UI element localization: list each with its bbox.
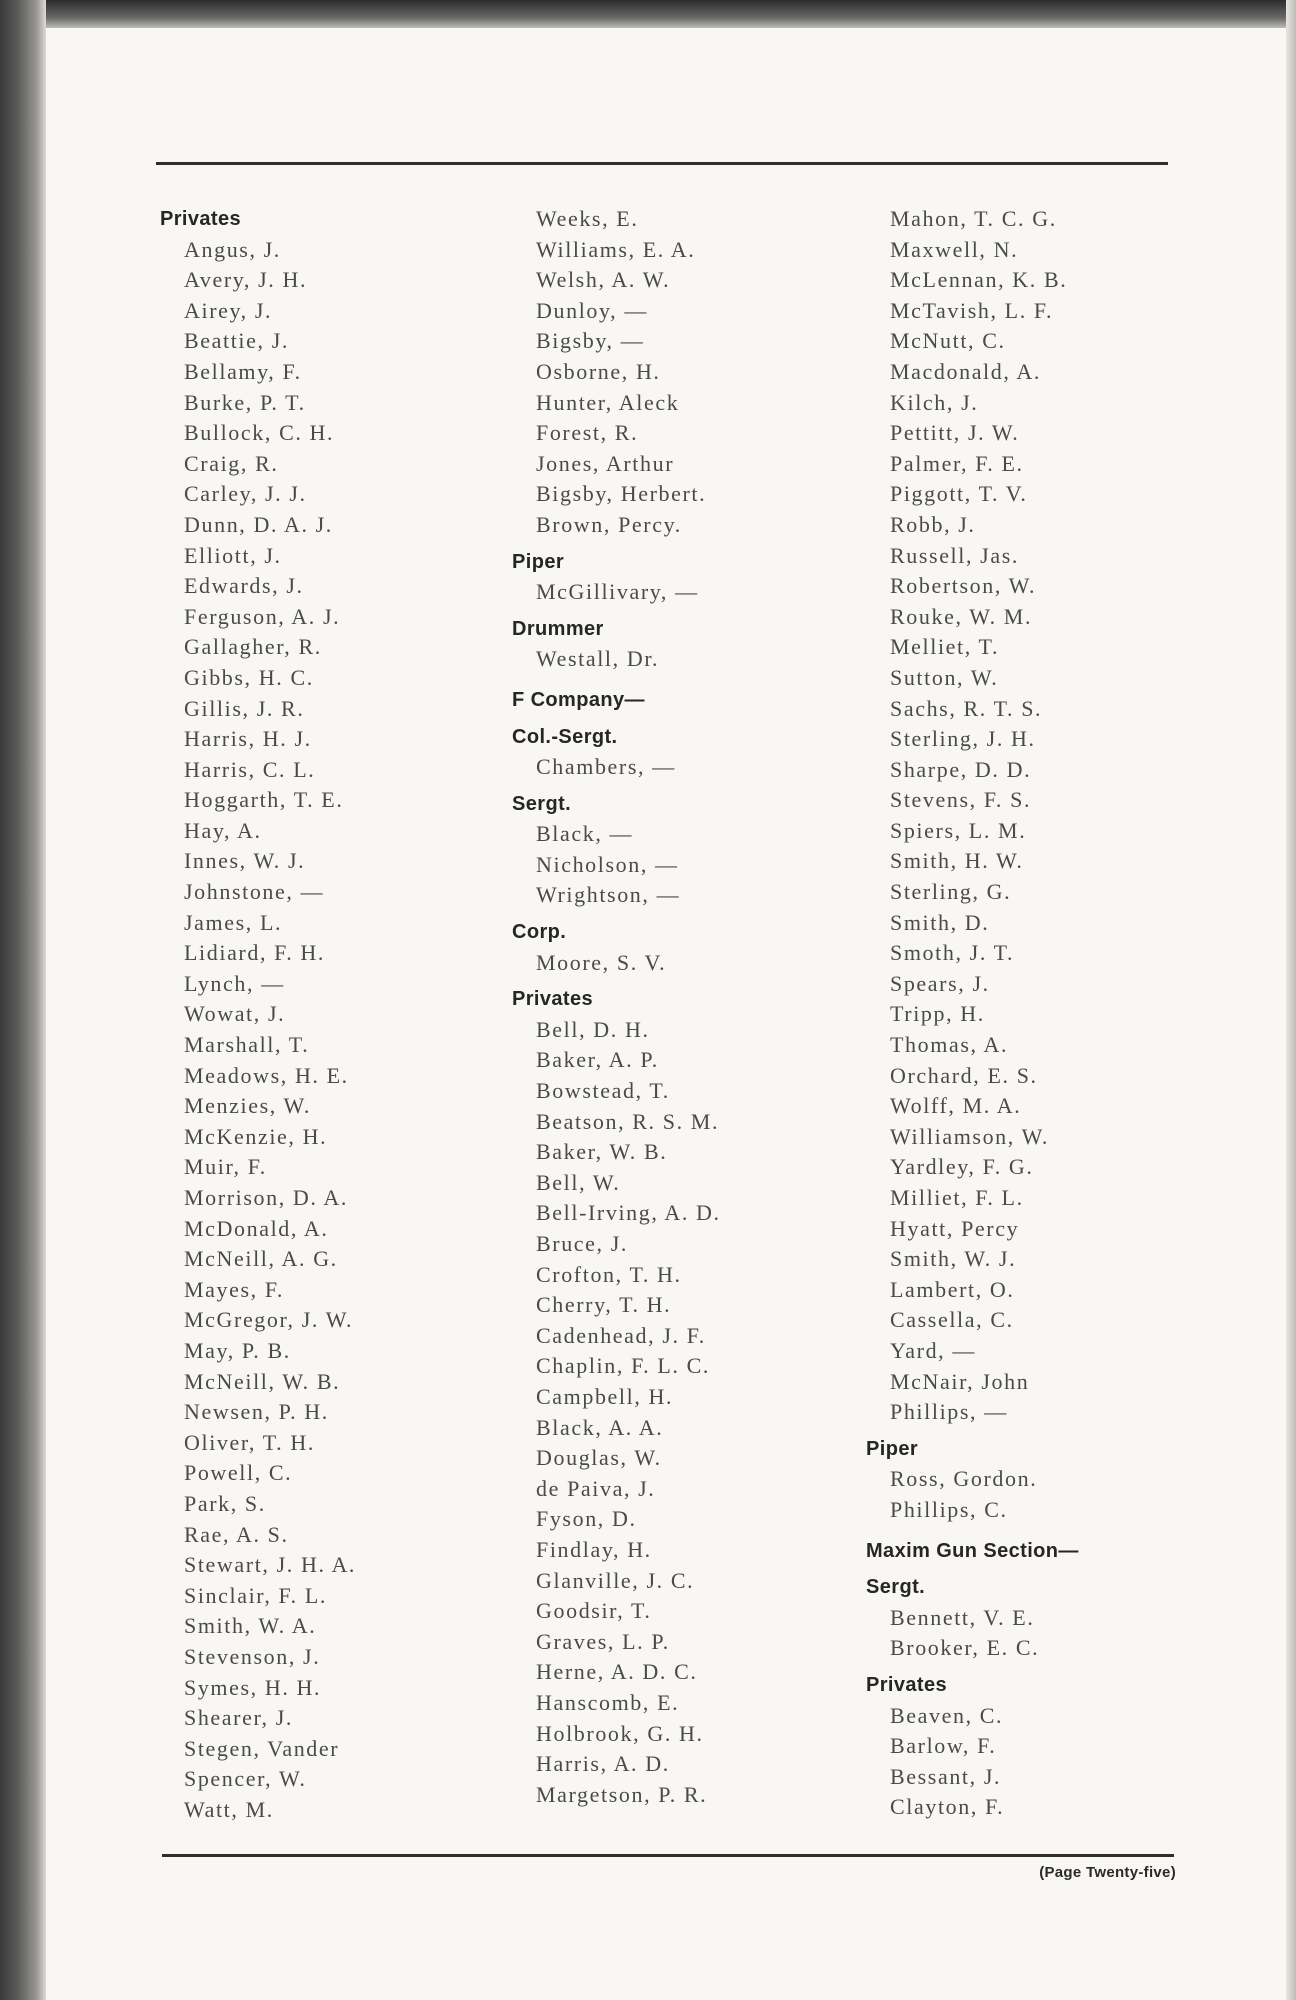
roster-column-2 [512, 204, 852, 1810]
roster-name: Stevenson, J. [184, 1643, 321, 1669]
roster-name: de Paiva, J. [536, 1475, 656, 1501]
roster-name: Jones, Arthur [536, 450, 675, 476]
scan-edge-right [1286, 0, 1296, 2000]
roster-name: Margetson, P. R. [536, 1781, 708, 1807]
roster-name: McGregor, J. W. [184, 1307, 354, 1333]
roster-name: Macdonald, A. [890, 358, 1041, 384]
roster-name: Hanscomb, E. [536, 1689, 680, 1715]
roster-name: Mahon, T. C. G. [890, 206, 1057, 231]
roster-name: Yardley, F. G. [890, 1154, 1034, 1180]
roster-name: McNeill, A. G. [184, 1246, 338, 1272]
roster-name: Dunn, D. A. J. [184, 511, 333, 537]
roster-name: Spears, J. [890, 970, 990, 996]
roster-name: Forest, R. [536, 420, 639, 446]
roster-name: Smoth, J. T. [890, 940, 1015, 966]
roster-name: Menzies, W. [184, 1093, 311, 1119]
roster-name: Holbrook, G. H. [536, 1720, 704, 1746]
roster-name: Powell, C. [184, 1460, 293, 1486]
rank-heading: Sergt. [512, 792, 572, 815]
roster-name: McTavish, L. F. [890, 297, 1054, 323]
rank-heading: Piper [866, 1437, 919, 1460]
roster-name: Hoggarth, T. E. [184, 787, 344, 813]
roster-name: Cadenhead, J. F. [536, 1322, 706, 1348]
roster-column-3 [866, 204, 1206, 1823]
roster-name: Chambers, — [536, 754, 676, 780]
roster-name: Spiers, L. M. [890, 817, 1027, 843]
roster-name: Bellamy, F. [184, 358, 302, 384]
roster-name: Westall, Dr. [536, 646, 660, 672]
roster-name: Morrison, D. A. [184, 1185, 348, 1210]
roster-name: Bigsby, Herbert. [536, 481, 707, 507]
roster-name: Edwards, J. [184, 573, 304, 599]
roster-name: Nicholson, — [536, 851, 679, 877]
roster-name: Rouke, W. M. [890, 603, 1033, 629]
roster-name: McDonald, A. [184, 1215, 329, 1241]
roster-name: McNair, John [890, 1368, 1030, 1394]
roster-name: Clayton, F. [890, 1794, 1005, 1820]
roster-name: Sinclair, F. L. [184, 1582, 327, 1608]
roster-name: Rae, A. S. [184, 1521, 289, 1547]
roster-name: Shearer, J. [184, 1705, 293, 1731]
roster-name: Palmer, F. E. [890, 450, 1024, 476]
roster-name: Harris, C. L. [184, 756, 316, 782]
roster-name: Symes, H. H. [184, 1674, 322, 1700]
roster-name: Park, S. [184, 1490, 266, 1516]
rank-heading: Col.-Sergt. [512, 725, 618, 748]
roster-name: Gillis, J. R. [184, 695, 305, 721]
roster-name: Stewart, J. H. A. [184, 1552, 357, 1578]
roster-name: Smith, W. A. [184, 1613, 317, 1639]
roster-name: Wolff, M. A. [890, 1093, 1022, 1119]
roster-name: Orchard, E. S. [890, 1062, 1038, 1088]
roster-name: Baker, A. P. [536, 1047, 659, 1073]
roster-name: McLennan, K. B. [890, 267, 1068, 293]
roster-name: Lynch, — [184, 970, 285, 996]
roster-name: Smith, D. [890, 909, 990, 935]
roster-name: Sharpe, D. D. [890, 756, 1032, 782]
roster-name: Wrightson, — [536, 882, 681, 908]
roster-name: Melliet, T. [890, 634, 1000, 660]
roster-name: Cassella, C. [890, 1307, 1014, 1333]
roster-name: Crofton, T. H. [536, 1261, 682, 1287]
roster-name: Lidiard, F. H. [184, 940, 326, 966]
roster-name: Phillips, — [890, 1399, 1008, 1425]
roster-name: Bowstead, T. [536, 1078, 670, 1104]
roster-name: Harris, A. D. [536, 1751, 670, 1777]
roster-name: Avery, J. H. [184, 267, 308, 293]
rank-heading: Drummer [512, 617, 604, 640]
roster-name: Bullock, C. H. [184, 420, 335, 446]
roster-name: Burke, P. T. [184, 389, 306, 415]
roster-name: Russell, Jas. [890, 542, 1019, 568]
roster-name: Chaplin, F. L. C. [536, 1353, 710, 1379]
roster-name: James, L. [184, 909, 283, 935]
bottom-rule [162, 1854, 1174, 1857]
roster-name: Tripp, H. [890, 1001, 985, 1027]
scan-edge-left [0, 0, 46, 2000]
roster-name: Elliott, J. [184, 542, 282, 568]
roster-name: McNutt, C. [890, 328, 1006, 354]
roster-name: Wowat, J. [184, 1001, 286, 1027]
roster-column-1 [160, 204, 500, 1825]
roster-name: Beattie, J. [184, 328, 289, 354]
roster-name: Moore, S. V. [536, 949, 667, 975]
roster-name: Yard, — [890, 1337, 976, 1363]
roster-name: Herne, A. D. C. [536, 1659, 698, 1685]
roster-name: Bennett, V. E. [890, 1604, 1035, 1630]
roster-name: Bell, W. [536, 1169, 621, 1195]
roster-name: Bessant, J. [890, 1763, 1002, 1789]
roster-name: Mayes, F. [184, 1276, 285, 1302]
roster-name: Innes, W. J. [184, 848, 306, 874]
section-heading: Maxim Gun Section— [866, 1539, 1079, 1562]
roster-name: Milliet, F. L. [890, 1185, 1024, 1210]
roster-name: Kilch, J. [890, 389, 979, 415]
scan-edge-top [0, 0, 1296, 30]
roster-name: Maxwell, N. [890, 236, 1019, 262]
roster-name: Gallagher, R. [184, 634, 322, 660]
roster-name: Hay, A. [184, 817, 262, 843]
roster-name: Williams, E. A. [536, 236, 696, 262]
roster-name: McGillivary, — [536, 579, 699, 605]
roster-name: Brown, Percy. [536, 511, 682, 537]
roster-name: Carley, J. J. [184, 481, 307, 507]
roster-name: Spencer, W. [184, 1766, 307, 1792]
roster-name: Campbell, H. [536, 1383, 674, 1409]
roster-name: Findlay, H. [536, 1536, 652, 1562]
roster-name: Black, — [536, 821, 634, 847]
rank-heading: Corp. [512, 921, 567, 944]
page-number: (Page Twenty-five) [1039, 1864, 1176, 1881]
roster-name: Newsen, P. H. [184, 1399, 329, 1425]
roster-name: May, P. B. [184, 1337, 291, 1363]
roster-name: Ferguson, A. J. [184, 603, 341, 629]
roster-name: McKenzie, H. [184, 1123, 328, 1149]
roster-name: Robertson, W. [890, 573, 1037, 599]
roster-name: Stevens, F. S. [890, 787, 1032, 813]
roster-name: Smith, W. J. [890, 1246, 1017, 1272]
roster-name: Ross, Gordon. [890, 1466, 1038, 1492]
roster-name: Muir, F. [184, 1154, 267, 1180]
roster-name: Meadows, H. E. [184, 1062, 349, 1088]
roster-name: Bruce, J. [536, 1231, 628, 1256]
roster-name: Pettitt, J. W. [890, 420, 1020, 446]
roster-name: Sterling, J. H. [890, 726, 1036, 752]
roster-name: Barlow, F. [890, 1733, 997, 1759]
roster-name: Black, A. A. [536, 1414, 664, 1440]
roster-name: Douglas, W. [536, 1445, 662, 1471]
roster-name: Bigsby, — [536, 328, 645, 354]
roster-name: Piggott, T. V. [890, 481, 1028, 507]
section-heading: F Company— [512, 688, 645, 711]
roster-name: Lambert, O. [890, 1276, 1015, 1302]
roster-name: Weeks, E. [536, 206, 639, 231]
rank-heading: Sergt. [866, 1576, 926, 1599]
roster-name: Craig, R. [184, 450, 279, 476]
roster-name: Smith, H. W. [890, 848, 1024, 874]
roster-name: Watt, M. [184, 1796, 274, 1822]
roster-name: Hunter, Aleck [536, 389, 680, 415]
roster-name: Beaven, C. [890, 1702, 1004, 1728]
roster-name: Welsh, A. W. [536, 267, 671, 293]
roster-name: Sterling, G. [890, 879, 1012, 905]
roster-name: Graves, L. P. [536, 1628, 670, 1654]
roster-name: Hyatt, Percy [890, 1215, 1020, 1241]
roster-name: Goodsir, T. [536, 1598, 652, 1624]
roster-name: Sachs, R. T. S. [890, 695, 1043, 721]
roster-name: Stegen, Vander [184, 1735, 340, 1761]
roster-name: Harris, H. J. [184, 726, 312, 752]
top-rule [156, 162, 1168, 165]
roster-name: Osborne, H. [536, 358, 661, 384]
roster-name: Williamson, W. [890, 1123, 1050, 1149]
roster-name: McNeill, W. B. [184, 1368, 341, 1394]
roster-name: Brooker, E. C. [890, 1635, 1040, 1661]
roster-name: Fyson, D. [536, 1506, 637, 1532]
rank-heading: Privates [866, 1673, 948, 1696]
roster-name: Phillips, C. [890, 1496, 1008, 1522]
roster-name: Marshall, T. [184, 1032, 310, 1058]
roster-name: Gibbs, H. C. [184, 664, 314, 690]
roster-name: Thomas, A. [890, 1032, 1009, 1058]
roster-name: Cherry, T. H. [536, 1292, 672, 1318]
roster-name: Airey, J. [184, 297, 273, 323]
roster-name: Baker, W. B. [536, 1139, 668, 1165]
rank-heading: Privates [160, 208, 242, 230]
roster-name: Oliver, T. H. [184, 1429, 315, 1455]
roster-name: Johnstone, — [184, 879, 325, 905]
roster-name: Beatson, R. S. M. [536, 1108, 720, 1134]
rank-heading: Piper [512, 550, 565, 573]
roster-name: Sutton, W. [890, 664, 999, 690]
rank-heading: Privates [512, 988, 594, 1011]
roster-name: Angus, J. [184, 236, 281, 262]
roster-name: Dunloy, — [536, 297, 648, 323]
roster-name: Glanville, J. C. [536, 1567, 695, 1593]
roster-name: Robb, J. [890, 511, 976, 537]
roster-name: Bell-Irving, A. D. [536, 1200, 721, 1226]
roster-name: Bell, D. H. [536, 1016, 650, 1042]
